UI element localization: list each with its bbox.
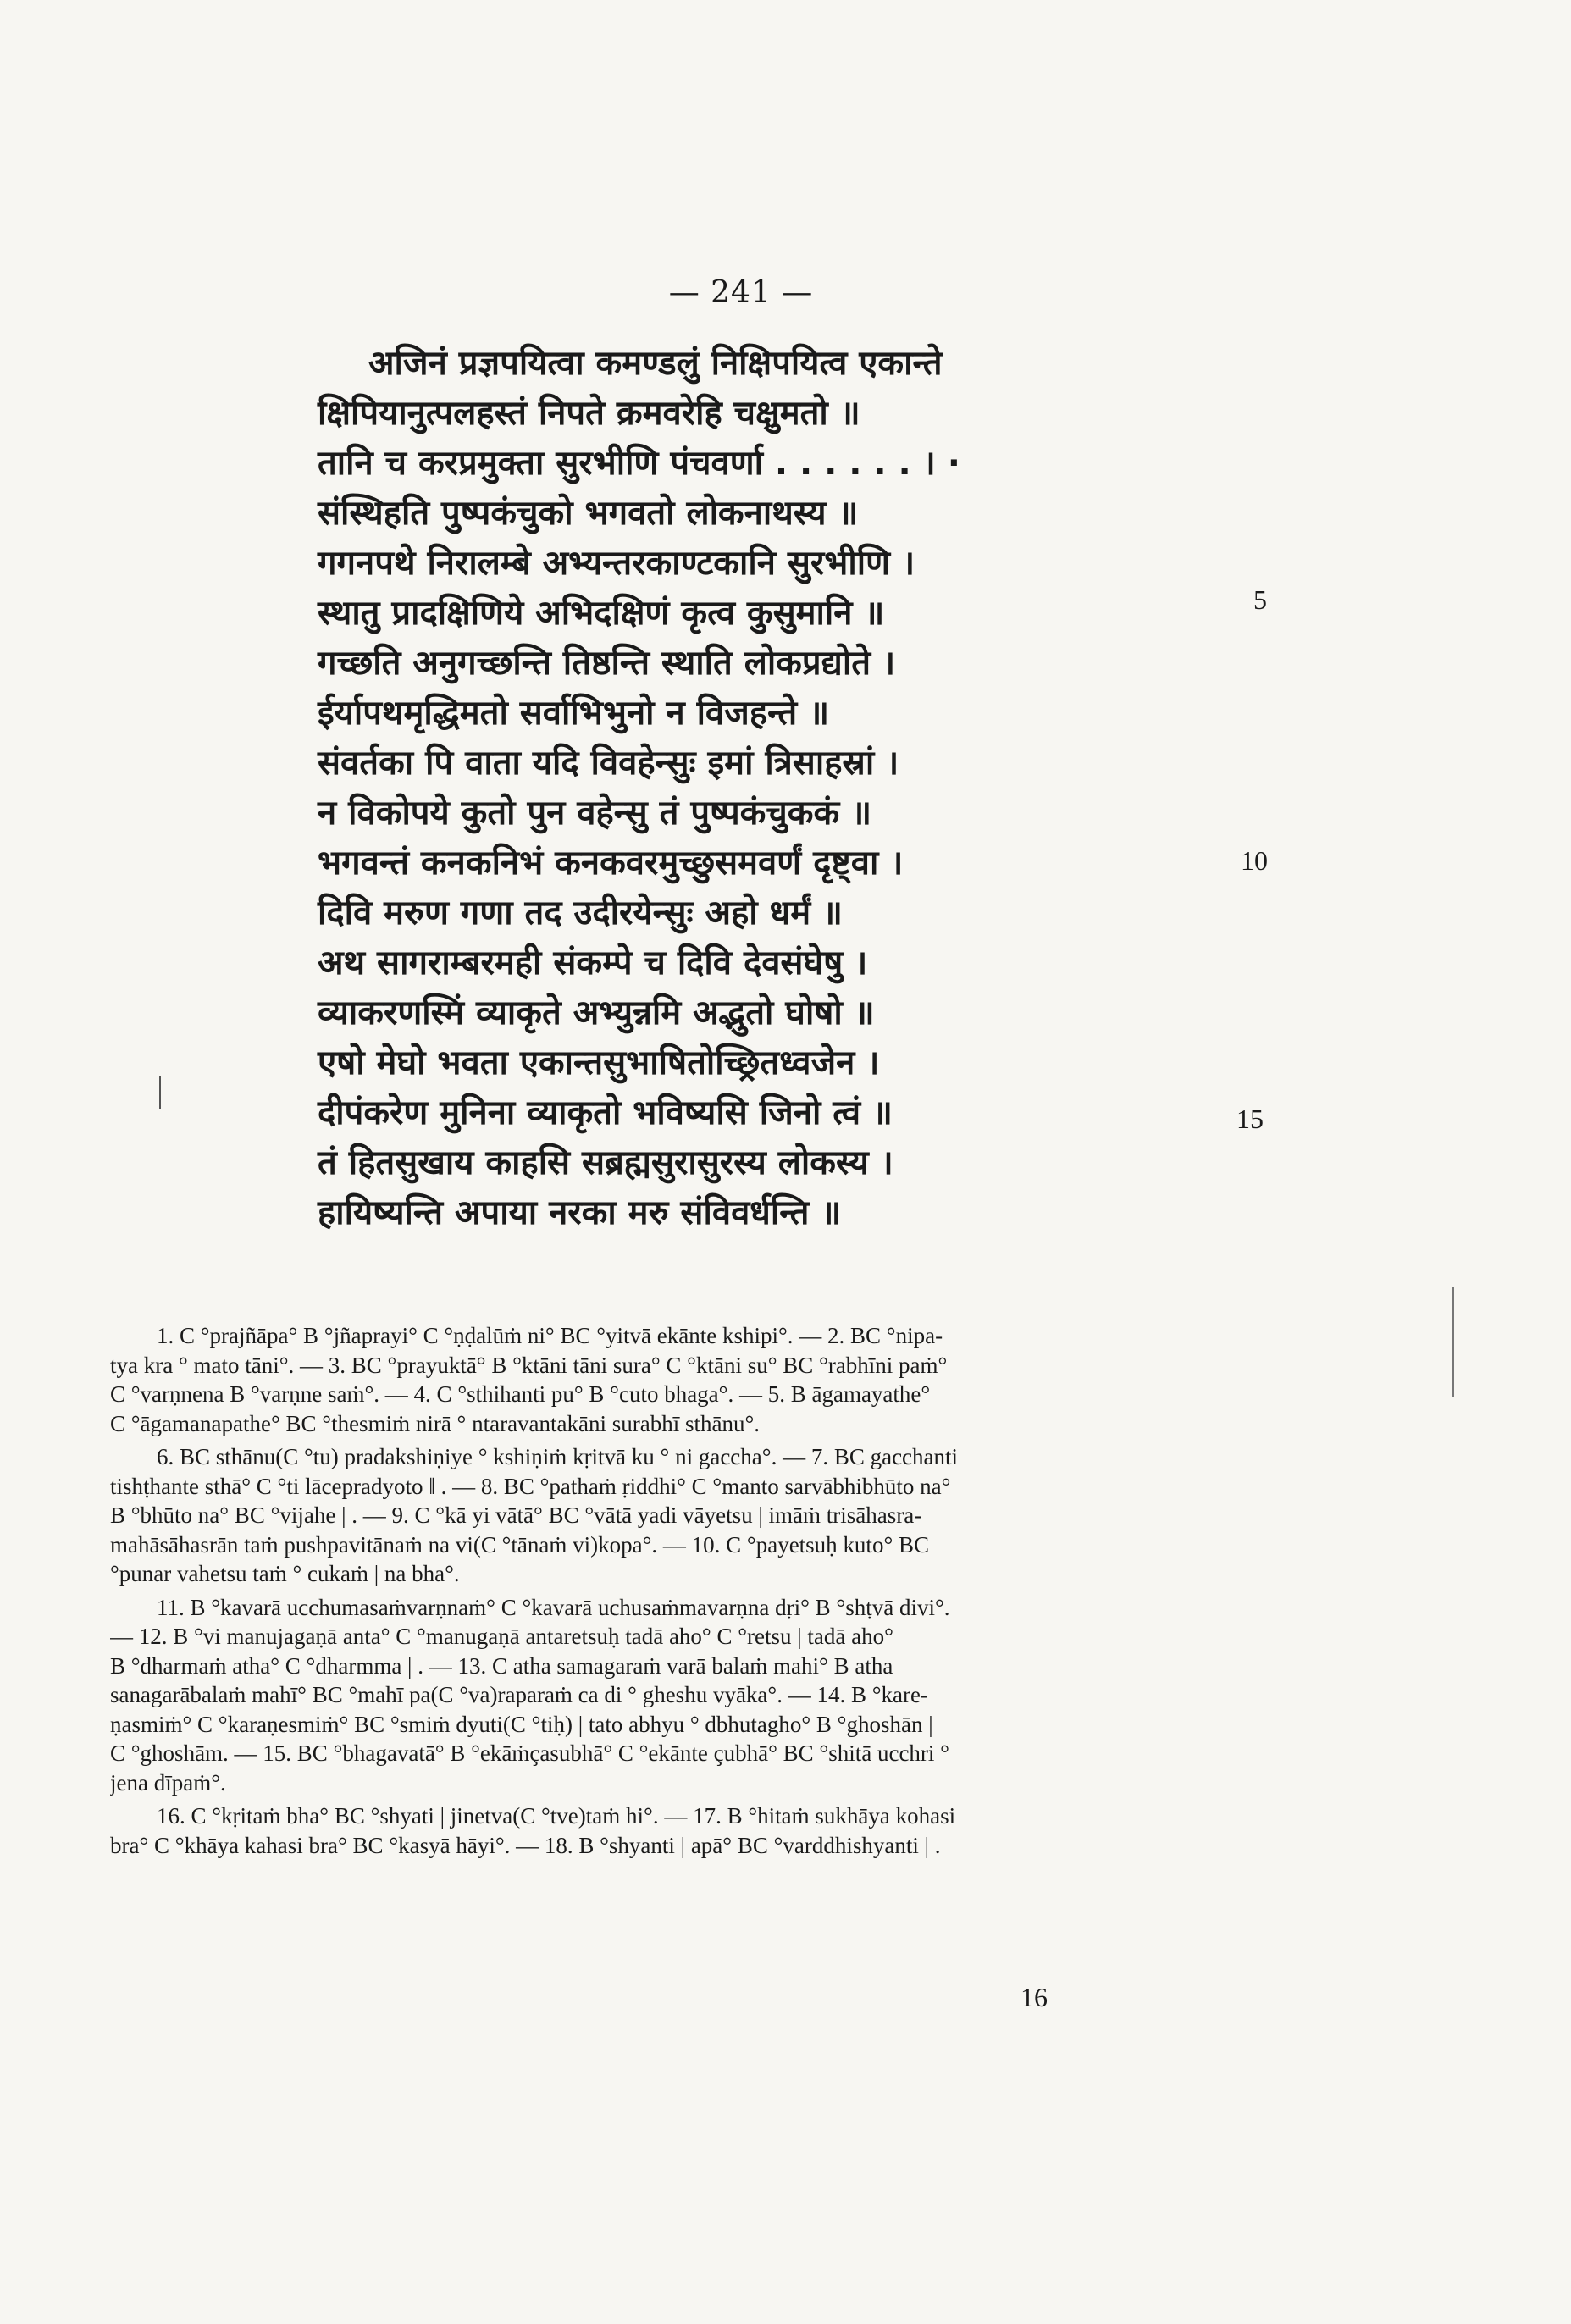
scan-artifact xyxy=(159,1076,161,1109)
verse-line: एषो मेघो भवता एकान्तसुभाषितोच्छ्रितध्वजेन । xyxy=(318,1043,880,1082)
scan-artifact xyxy=(1452,1287,1454,1397)
page-number: — 241 — xyxy=(668,275,814,310)
verse-line: गगनपथे निरालम्बे अभ्यन्तरकाण्टकानि सुरभीणि । xyxy=(318,544,915,583)
verse-line: संस्थिहति पुष्पकंचुको भगवतो लोकनाथस्य ॥ xyxy=(318,494,859,533)
footnote-line: 16. C °kṛitaṁ bha° BC °shyati | jinetva(C °tve)taṁ hi°. — 17. B °hitaṁ sukhāya kohasi xyxy=(157,1803,956,1829)
verse-line: ईर्यापथमृद्धिमतो सर्वाभिभुनो न विजहन्ते ॥ xyxy=(318,694,830,733)
footnote-line: tya kra ° mato tāni°. — 3. BC °prayuktā° B °ktāni tāni sura° C °ktāni su° BC °rabhīni paṁ° xyxy=(110,1352,948,1378)
line-number-marker: 5 xyxy=(1253,584,1267,615)
verse-block xyxy=(318,339,1164,1238)
footnote-line: 1. C °prajñāpa° B °jñaprayi° C °ṇḍalūṁ ni° BC °yitvā ekānte kshipi°. — 2. BC °nipa- xyxy=(157,1323,943,1348)
verse-line: व्याकरणस्मिं व्याकृते अभ्युन्नमि अद्भुतो घोषो ॥ xyxy=(318,993,875,1032)
verse-line: गच्छति अनुगच्छन्ति तिष्ठन्ति स्थाति लोकप्रद्योते । xyxy=(318,644,896,683)
verse-line: तानि च करप्रमुक्ता सुरभीणि पंचवर्णा . . . . . . । · xyxy=(318,444,960,483)
footnote-line: C °varṇnena B °varṇne saṁ°. — 4. C °sthihanti pu° B °cuto bhaga°. — 5. B āgamayathe° xyxy=(110,1381,931,1407)
verse-line: हायिष्यन्ति अपाया नरका मरु संविवर्धन्ति ॥ xyxy=(318,1193,842,1232)
verse-line: दिवि मरुण गणा तद उदीरयेन्सुः अहो धर्मं ॥ xyxy=(318,894,843,932)
footnote-line: C °ghoshām. — 15. BC °bhagavatā° B °ekāṁçasubhā° C °ekānte çubhā° BC °shitā ucchri ° xyxy=(110,1740,949,1766)
verse-line: भगवन्तं कनकनिभं कनकवरमुच्छुसमवर्णं दृष्ट्वा । xyxy=(318,844,904,883)
footnote-line: 11. B °kavarā ucchumasaṁvarṇnaṁ° C °kavarā uchusaṁmavarṇna dṛi° B °shṭvā divi°. xyxy=(157,1594,950,1620)
footnote-line: B °dharmaṁ atha° C °dharmma | . — 13. C atha samagaraṁ varā balaṁ mahi° B atha xyxy=(110,1652,893,1679)
verse-line: तं हितसुखाय काहसि सब्रह्मसुरासुरस्य लोकस्य । xyxy=(318,1143,893,1182)
verse-line: दीपंकरेण मुनिना व्याकृतो भविष्यसि जिनो त्वं ॥ xyxy=(318,1093,893,1132)
footnote-line: jena dīpaṁ°. xyxy=(110,1769,226,1796)
verse-line: क्षिपियानुत्पलहस्तं निपते क्रमवरेहि चक्षुमतो ॥ xyxy=(318,394,860,433)
footnote-line: — 12. B °vi manujagaṇā anta° C °manugaṇā antaretsuḥ tadā aho° C °retsu | tadā aho° xyxy=(110,1624,893,1649)
verse-line: अथ सागराम्बरमही संकम्पे च दिवि देवसंघेषु । xyxy=(318,943,868,982)
footnote-line: ṇasmiṁ° C °karaṇesmiṁ° BC °smiṁ dyuti(C °tiḥ) | tato abhyu ° dbhutagho° B °ghoshān | xyxy=(110,1711,933,1737)
verse-line: अजिनं प्रज्ञपयित्वा कमण्डलुं निक्षिपयित्व एकान्ते xyxy=(368,344,943,383)
footnote-line: °punar vahetsu taṁ ° cukaṁ | na bha°. xyxy=(110,1561,460,1586)
footnote-line: bra° C °khāya kahasi bra° BC °kasyā hāyi°. — 18. B °shyanti | apā° BC °varddhishyanti | . xyxy=(110,1832,941,1858)
footnote-line: tishṭhante sthā° C °ti lācepradyoto ‖ . — 8. BC °pathaṁ ṛiddhi° C °manto sarvābhibhūto na° xyxy=(110,1473,951,1499)
footnote-line: C °āgamanapathe° BC °thesmiṁ nirā ° ntaravantakāni surabhī sthānu°. xyxy=(110,1410,761,1436)
verse-line: स्थातु प्रादक्षिणिये अभिदक्षिणं कृत्व कुसुमानि ॥ xyxy=(318,594,885,633)
line-number-marker: 15 xyxy=(1236,1104,1264,1134)
verse-line: संवर्तका पि वाता यदि विवहेन्सुः इमां त्रिसाहस्रां । xyxy=(318,744,899,783)
footnote-line: mahāsāhasrān taṁ pushpavitānaṁ na vi(C °tānaṁ vi)kopa°. — 10. C °payetsuḥ kuto° BC xyxy=(110,1531,930,1558)
footnote-line: 6. BC sthānu(C °tu) pradakshiṇiye ° kshiṇiṁ kṛitvā ku ° ni gaccha°. — 7. BC gacchanti xyxy=(157,1444,959,1469)
verse-line: न विकोपये कुतो पुन वहेन्सु तं पुष्पकंचुककं ॥ xyxy=(318,794,872,833)
line-number-marker: 10 xyxy=(1241,845,1268,876)
signature-mark: 16 xyxy=(1021,1982,1048,2012)
footnotes xyxy=(110,1321,1211,1860)
footnote-line: sanagarābalaṁ mahī° BC °mahī pa(C °va)raparaṁ ca di ° gheshu vyāka°. — 14. B °kare- xyxy=(110,1682,928,1707)
footnote-line: B °bhūto na° BC °vijahe | . — 9. C °kā yi vātā° BC °vātā yadi vāyetsu | imāṁ trisāhasra- xyxy=(110,1502,922,1528)
